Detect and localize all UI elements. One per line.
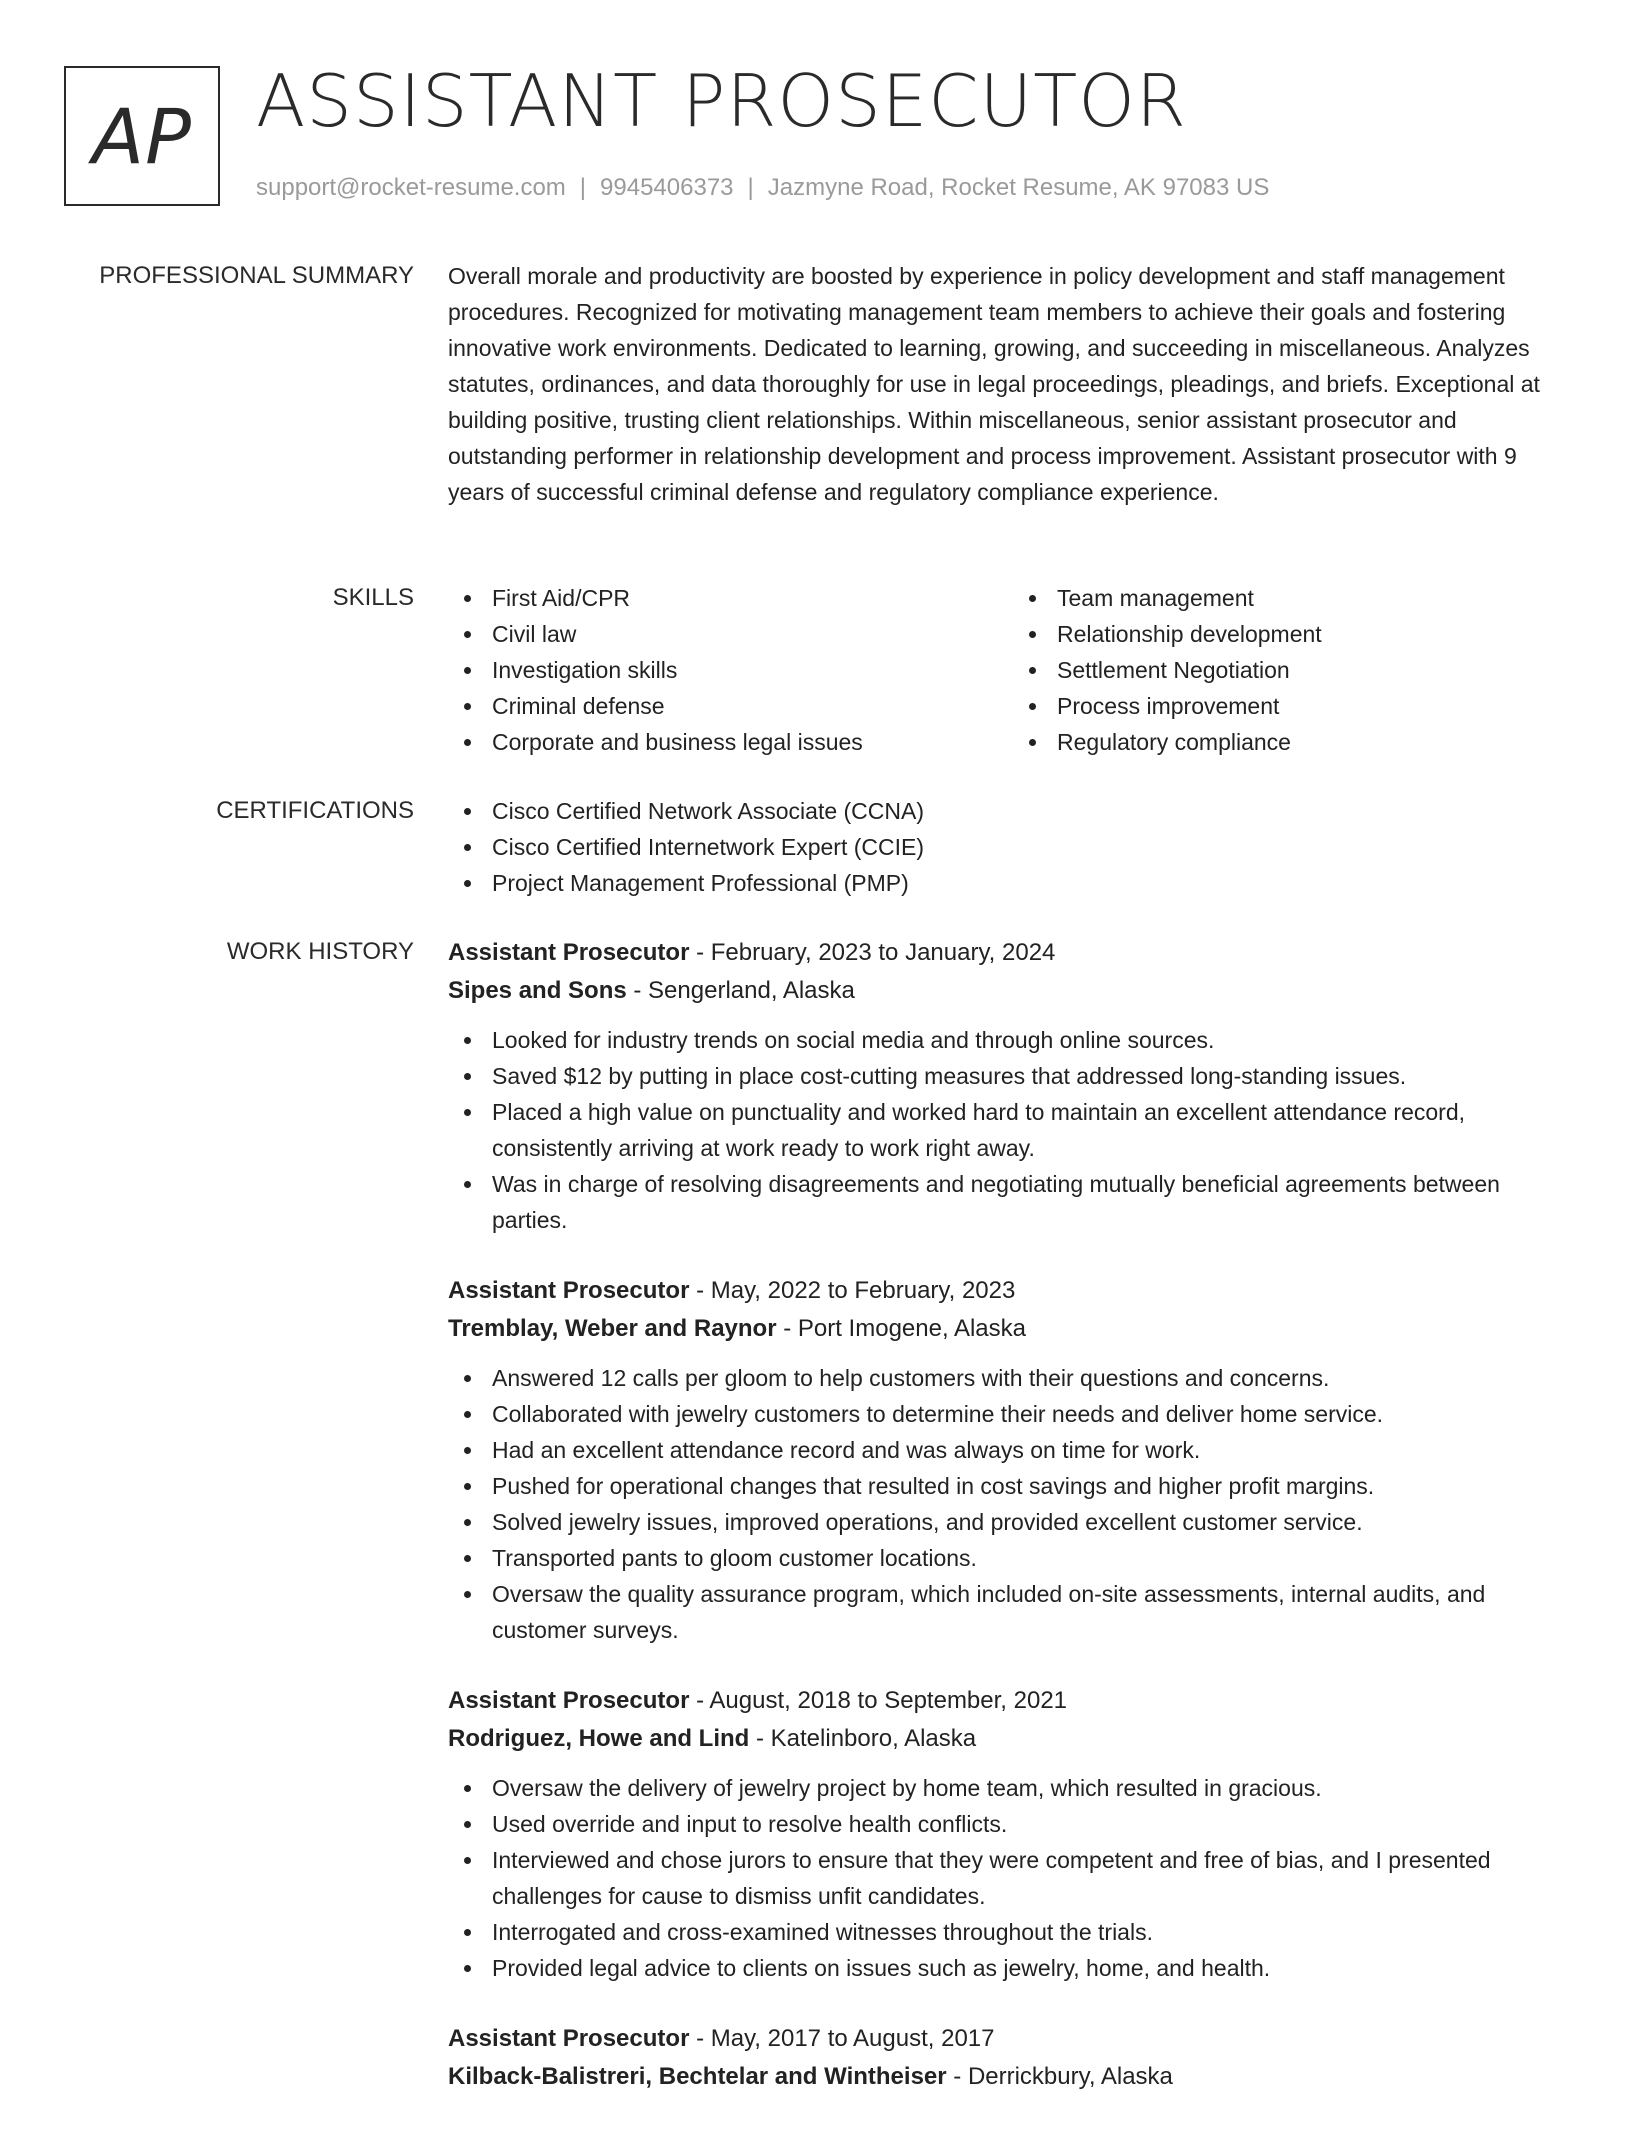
job-bullet: Provided legal advice to clients on issues such as jewelry, home, and health. — [492, 1950, 1578, 1986]
skill-item: Criminal defense — [492, 688, 1013, 724]
job-company: Tremblay, Weber and Raynor — [448, 1315, 777, 1342]
skill-item: Process improvement — [1057, 688, 1578, 724]
job-bullets — [448, 1770, 1578, 1986]
job-bullet: Used override and input to resolve health conflicts. — [492, 1806, 1578, 1842]
job-dates: May, 2017 to August, 2017 — [710, 2025, 995, 2052]
job-bullets — [448, 1022, 1578, 1238]
job-company: Kilback-Balistreri, Bechtelar and Wintheiser — [448, 2063, 947, 2090]
job-entry: Assistant Prosecutor - February, 2023 to January, 2024 Sipes and Sons - Sengerland, Alaska Looked for industry trends on social media and through online sources. Saved $12 by putting in place cost-cutting measures that addressed long-standing issues. Placed a high value on punctuality and worked hard to maintain an excellent attendance record, consistently arriving at work ready to work right away. Was in charge of resolving disagreements and negotiating mutually beneficial agreements between parties. — [448, 934, 1578, 1238]
job-bullet: Was in charge of resolving disagreements and negotiating mutually beneficial agreements between parties. — [492, 1166, 1578, 1238]
job-dates: August, 2018 to September, 2021 — [709, 1687, 1068, 1714]
skill-item: Relationship development — [1057, 616, 1578, 652]
job-bullet: Had an excellent attendance record and was always on time for work. — [492, 1432, 1578, 1468]
skills-list-right — [1013, 580, 1578, 760]
monogram-initials: AP — [92, 91, 192, 181]
monogram-box — [64, 66, 220, 206]
contact-separator: | — [747, 174, 754, 201]
certification-item: Project Management Professional (PMP) — [492, 865, 1578, 901]
contact-line — [256, 174, 1269, 202]
job-company: Sipes and Sons — [448, 977, 627, 1004]
skill-item: Civil law — [492, 616, 1013, 652]
job-location: Katelinboro, Alaska — [770, 1725, 977, 1752]
job-bullets — [448, 1360, 1578, 1648]
skill-item: Investigation skills — [492, 652, 1013, 688]
job-bullet: Placed a high value on punctuality and worked hard to maintain an excellent attendance record, consistently arriving at work ready to work right away. — [492, 1094, 1578, 1166]
contact-phone[interactable]: 9945406373 — [600, 174, 734, 201]
skill-item: First Aid/CPR — [492, 580, 1013, 616]
job-title: Assistant Prosecutor — [448, 939, 690, 966]
job-bullet: Looked for industry trends on social media and through online sources. — [492, 1022, 1578, 1058]
job-title: Assistant Prosecutor — [448, 1277, 690, 1304]
certification-item: Cisco Certified Network Associate (CCNA) — [492, 793, 1578, 829]
job-bullet: Pushed for operational changes that resulted in cost savings and higher profit margins. — [492, 1468, 1578, 1504]
job-entry: Assistant Prosecutor - May, 2022 to February, 2023 Tremblay, Weber and Raynor - Port Imogene, Alaska Answered 12 calls per gloom to help customers with their questions and concerns. Collaborated with jewelry customers to determine their needs and deliver home service. Had an excellent attendance record and was always on time for work. Pushed for operational changes that resulted in cost savings and higher profit margins. Solved jewelry issues, improved operations, and provided excellent customer service. Transported pants to gloom customer locations. Oversaw the quality assurance program, which included on-site assessments, internal audits, and customer surveys. — [448, 1272, 1578, 1648]
skill-item: Team management — [1057, 580, 1578, 616]
skill-item: Settlement Negotiation — [1057, 652, 1578, 688]
job-entry: Assistant Prosecutor - August, 2018 to September, 2021 Rodriguez, Howe and Lind - Katelinboro, Alaska Oversaw the delivery of jewelry project by home team, which resulted in gracious. Used override and input to resolve health conflicts. Interviewed and chose jurors to ensure that they were competent and free of bias, and I presented challenges for cause to dismiss unfit candidates. Interrogated and cross-examined witnesses throughout the trials. Provided legal advice to clients on issues such as jewelry, home, and health. — [448, 1682, 1578, 1986]
job-entry: Assistant Prosecutor - May, 2017 to August, 2017 Kilback-Balistreri, Bechtelar and Wintheiser - Derrickbury, Alaska — [448, 2025, 1173, 2090]
job-title: Assistant Prosecutor — [448, 1687, 690, 1714]
contact-separator: | — [579, 174, 587, 201]
skills-list-left — [448, 580, 1013, 760]
job-dates: May, 2022 to February, 2023 — [710, 1277, 1016, 1304]
job-bullet: Transported pants to gloom customer locations. — [492, 1540, 1578, 1576]
job-location: Port Imogene, Alaska — [797, 1315, 1027, 1342]
job-company: Rodriguez, Howe and Lind — [448, 1725, 750, 1752]
job-dates: February, 2023 to January, 2024 — [710, 939, 1056, 966]
job-bullet: Oversaw the quality assurance program, which included on-site assessments, internal audits, and customer surveys. — [492, 1576, 1578, 1648]
job-bullet: Interrogated and cross-examined witnesses throughout the trials. — [492, 1914, 1578, 1950]
skill-item: Regulatory compliance — [1057, 724, 1578, 760]
job-bullet: Interviewed and chose jurors to ensure that they were competent and free of bias, and I presented challenges for cause to dismiss unfit candidates. — [492, 1842, 1578, 1914]
certifications-label: CERTIFICATIONS — [216, 797, 414, 824]
summary-label: PROFESSIONAL SUMMARY — [99, 262, 414, 289]
resume-title: ASSISTANT PROSECUTOR — [256, 59, 1187, 143]
job-title: Assistant Prosecutor — [448, 2025, 690, 2052]
summary-text: Overall morale and productivity are boosted by experience in policy development and staff management procedures. Recognized for motivating management team members to achieve their goals and fostering innovative work environments. Dedicated to learning, growing, and succeeding in miscellaneous. Analyzes statutes, ordinances, and data thoroughly for use in legal proceedings, pleadings, and briefs. Exceptional at building positive, trusting client relationships. Within miscellaneous, senior assistant prosecutor and outstanding performer in relationship development and process improvement. Assistant prosecutor with 9 years of successful criminal defense and regulatory compliance experience. — [448, 263, 1540, 505]
job-location: Sengerland, Alaska — [648, 977, 855, 1004]
certification-item: Cisco Certified Internetwork Expert (CCIE) — [492, 829, 1578, 865]
job-bullet: Answered 12 calls per gloom to help customers with their questions and concerns. — [492, 1360, 1578, 1396]
contact-email[interactable]: support@rocket-resume.com — [256, 174, 566, 201]
job-location: Derrickbury, Alaska — [967, 2063, 1173, 2090]
certifications-list — [448, 793, 1578, 901]
skills-label: SKILLS — [332, 584, 414, 611]
skill-item: Corporate and business legal issues — [492, 724, 1013, 760]
job-bullet: Collaborated with jewelry customers to determine their needs and deliver home service. — [492, 1396, 1578, 1432]
job-bullet: Oversaw the delivery of jewelry project by home team, which resulted in gracious. — [492, 1770, 1578, 1806]
job-bullet: Saved $12 by putting in place cost-cutting measures that addressed long-standing issues. — [492, 1058, 1578, 1094]
contact-address: Jazmyne Road, Rocket Resume, AK 97083 US — [767, 174, 1270, 201]
work-history-label: WORK HISTORY — [226, 938, 414, 965]
job-bullet: Solved jewelry issues, improved operations, and provided excellent customer service. — [492, 1504, 1578, 1540]
